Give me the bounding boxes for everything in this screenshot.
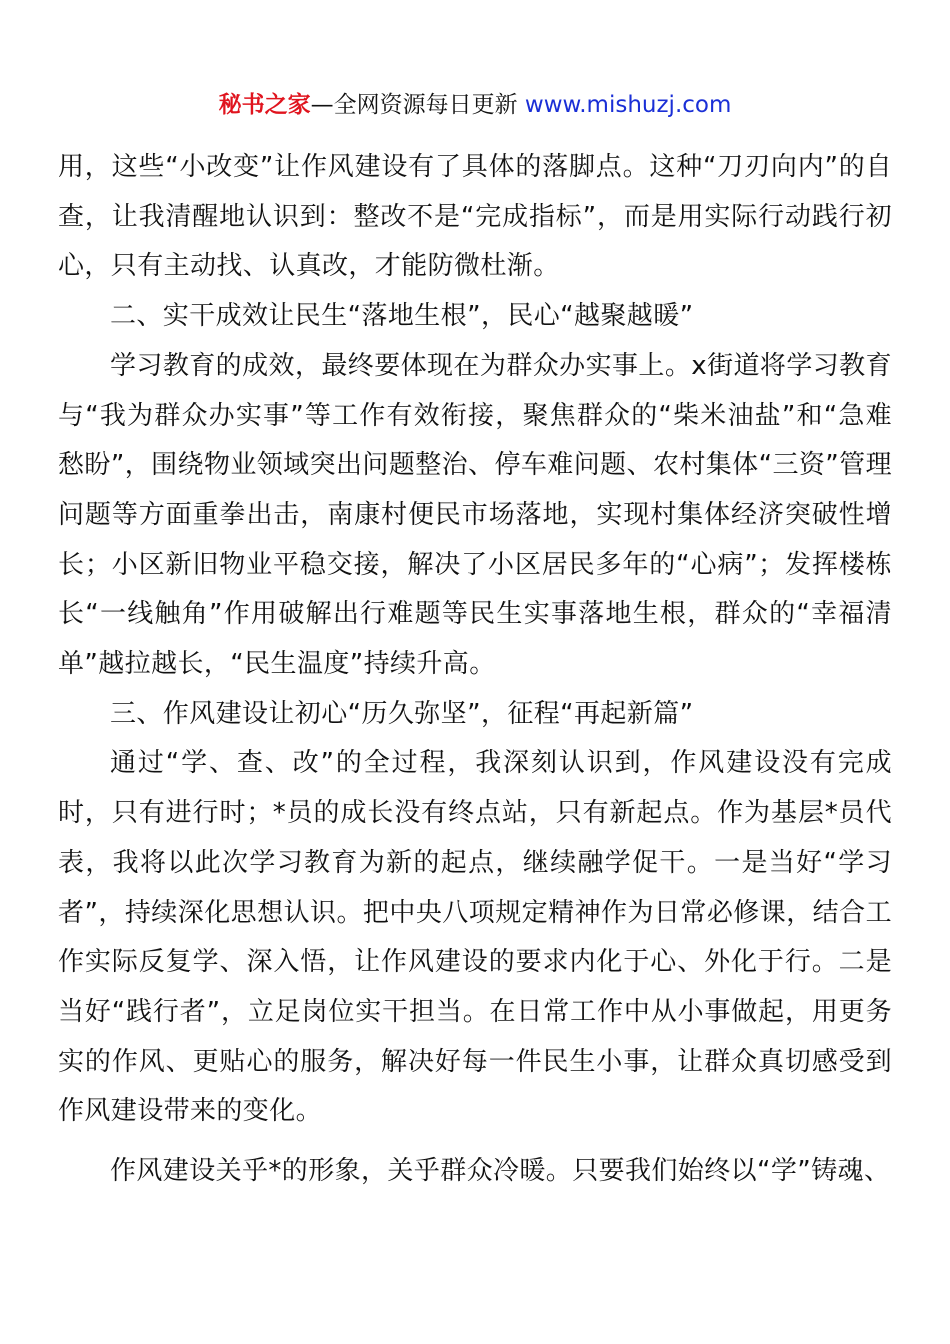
site-url-link[interactable]: www.mishuzj.com [524,92,732,118]
paragraph-section-3: 通过“学、查、改”的全过程，我深刻认识到，作风建设没有完成时，只有进行时；*员的成长没有终点站，只有新起点。作为基层*员代表，我将以此次学习教育为新的起点，继续融学促干。一是当好“学习者”，持续深化思想认识。把中央八项规定精神作为日常必修课，结合工作实际反复学、深入悟，让作风建设的要求内化于心、外化于行。二是当好“践行者”，立足岗位实干担当。在日常工作中从小事做起，用更务实的作风、更贴心的服务，解决好每一件民生小事，让群众真切感受到作风建设带来的变化。 [58,748,892,1127]
paragraph-section-2: 学习教育的成效，最终要体现在为群众办实事上。x街道将学习教育与“我为群众办实事”等工作有效衔接，聚焦群众的“柴米油盐”和“急难愁盼”，围绕物业领域突出问题整治、停车难问题、农村集体“三资”管理问题等方面重拳出击，南康村便民市场落地，实现村集体经济突破性增长；小区新旧物业平稳交接，解决了小区居民多年的“心病”；发挥楼栋长“一线触角”作用破解出行难题等民生实事落地生根，群众的“幸福清单”越拉越长，“民生温度”持续升高。 [58,350,892,680]
page-header [0,88,950,122]
paragraph-continuation: 用，这些“小改变”让作风建设有了具体的落脚点。这种“刀刃向内”的自查，让我清醒地认识到：整改不是“完成指标”，而是用实际行动践行初心，只有主动找、认真改，才能防微杜渐。 [58,152,892,282]
site-brand: 秘书之家 [218,92,311,118]
paragraph-conclusion: 作风建设关乎*的形象，关乎群众冷暖。只要我们始终以“学”铸魂、 [110,1156,891,1187]
section-heading-3: 三、作风建设让初心“历久弥坚”，征程“再起新篇” [110,698,694,729]
document-body [58,143,892,1197]
site-tagline: —全网资源每日更新 [310,92,525,118]
section-heading-2: 二、实干成效让民生“落地生根”，民心“越聚越暖” [110,301,694,332]
